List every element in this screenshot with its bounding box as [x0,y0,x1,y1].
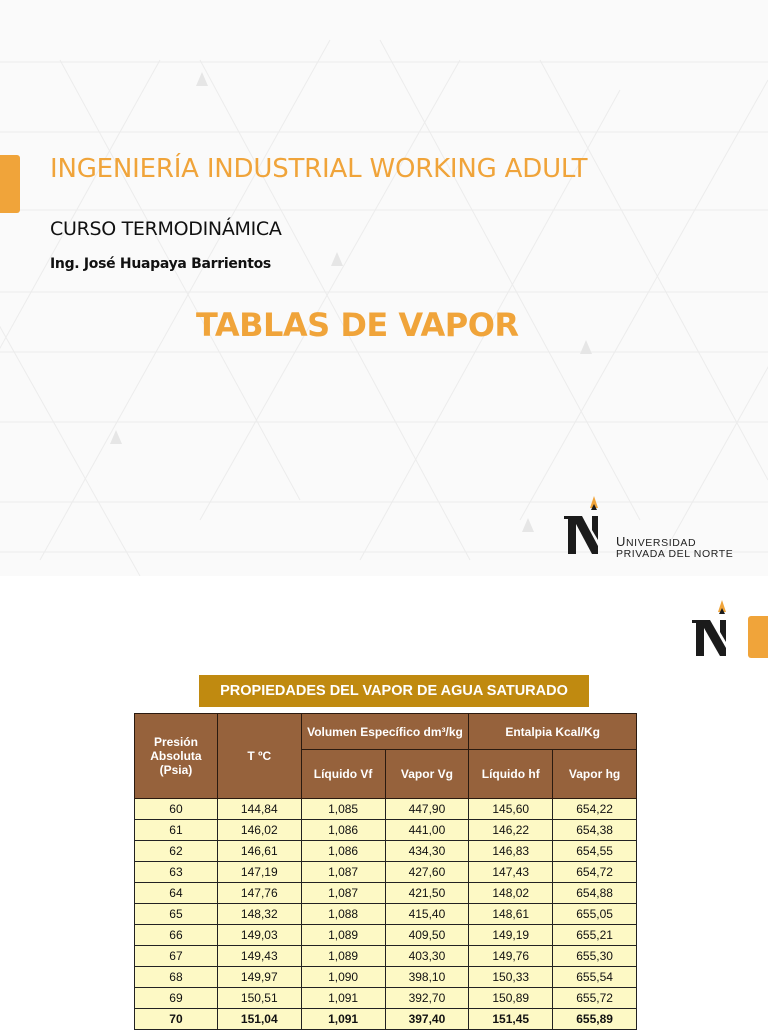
vapor-hg-cell: 655,72 [553,988,637,1009]
liquid-hf-cell: 150,33 [469,967,553,988]
vapor-hg-cell: 655,30 [553,946,637,967]
accent-bar [0,155,20,213]
header-vapor-vg: Vapor Vg [385,750,469,799]
table-body [135,799,637,1030]
liquid-hf-cell: 150,89 [469,988,553,1009]
temperature-cell: 149,03 [217,925,301,946]
table-row [135,820,637,841]
header-enthalpy: Entalpia Kcal/Kg [469,714,637,750]
vapor-vg-cell: 441,00 [385,820,469,841]
liquid-hf-cell: 148,02 [469,883,553,904]
table-row [135,862,637,883]
vapor-hg-cell: 655,89 [553,1009,637,1030]
table-caption: PROPIEDADES DEL VAPOR DE AGUA SATURADO [199,675,589,707]
table-row [135,988,637,1009]
temperature-cell: 149,97 [217,967,301,988]
header-vapor-hg: Vapor hg [553,750,637,799]
table-row [135,799,637,820]
liquid-vf-cell: 1,086 [301,820,385,841]
table-row [135,925,637,946]
vapor-hg-cell: 654,72 [553,862,637,883]
vapor-vg-cell: 415,40 [385,904,469,925]
vapor-vg-cell: 403,30 [385,946,469,967]
pressure-cell: 69 [135,988,218,1009]
liquid-vf-cell: 1,087 [301,883,385,904]
table-row [135,904,637,925]
vapor-hg-cell: 655,54 [553,967,637,988]
liquid-hf-cell: 145,60 [469,799,553,820]
accent-bar-right [748,616,768,658]
vapor-vg-cell: 427,60 [385,862,469,883]
pressure-cell: 66 [135,925,218,946]
vapor-hg-cell: 654,88 [553,883,637,904]
course-title: CURSO TERMODINÁMICA [50,218,282,240]
liquid-hf-cell: 146,83 [469,841,553,862]
liquid-vf-cell: 1,089 [301,925,385,946]
university-logo [560,494,760,564]
slide-title: TABLAS DE VAPOR [196,306,519,344]
vapor-vg-cell: 434,30 [385,841,469,862]
pressure-cell: 64 [135,883,218,904]
temperature-cell: 147,76 [217,883,301,904]
temperature-cell: 151,04 [217,1009,301,1030]
temperature-cell: 144,84 [217,799,301,820]
liquid-hf-cell: 146,22 [469,820,553,841]
pressure-cell: 70 [135,1009,218,1030]
upn-logo-small-icon [688,600,736,662]
liquid-vf-cell: 1,091 [301,988,385,1009]
header-temperature: T ºC [217,714,301,799]
vapor-hg-cell: 655,05 [553,904,637,925]
vapor-vg-cell: 392,70 [385,988,469,1009]
vapor-vg-cell: 447,90 [385,799,469,820]
pressure-cell: 62 [135,841,218,862]
logo-line-1: UNIVERSIDAD [616,534,697,549]
table-row-highlighted [135,1009,637,1030]
liquid-vf-cell: 1,089 [301,946,385,967]
table-row [135,883,637,904]
logo-wordmark [616,536,733,560]
upn-logo-icon [560,494,608,560]
pressure-cell: 63 [135,862,218,883]
temperature-cell: 149,43 [217,946,301,967]
logo-line-2: PRIVADA DEL NORTE [616,548,734,560]
vapor-hg-cell: 654,55 [553,841,637,862]
vapor-vg-cell: 409,50 [385,925,469,946]
liquid-hf-cell: 151,45 [469,1009,553,1030]
temperature-cell: 150,51 [217,988,301,1009]
pressure-cell: 65 [135,904,218,925]
temperature-cell: 147,19 [217,862,301,883]
table-row [135,946,637,967]
header-liquid-hf: Líquido hf [469,750,553,799]
table-row [135,841,637,862]
header-pressure: Presión Absoluta (Psia) [135,714,218,799]
liquid-hf-cell: 149,76 [469,946,553,967]
vapor-vg-cell: 397,40 [385,1009,469,1030]
liquid-vf-cell: 1,085 [301,799,385,820]
table-row [135,967,637,988]
pressure-cell: 61 [135,820,218,841]
instructor-name: Ing. José Huapaya Barrientos [50,256,271,272]
pressure-cell: 60 [135,799,218,820]
program-title: INGENIERÍA INDUSTRIAL WORKING ADULT [50,154,588,184]
header-liquid-vf: Líquido Vf [301,750,385,799]
liquid-vf-cell: 1,086 [301,841,385,862]
pressure-cell: 68 [135,967,218,988]
temperature-cell: 148,32 [217,904,301,925]
pressure-cell: 67 [135,946,218,967]
vapor-hg-cell: 654,38 [553,820,637,841]
liquid-vf-cell: 1,091 [301,1009,385,1030]
liquid-hf-cell: 149,19 [469,925,553,946]
steam-table [134,713,637,1030]
liquid-vf-cell: 1,090 [301,967,385,988]
liquid-hf-cell: 147,43 [469,862,553,883]
vapor-hg-cell: 655,21 [553,925,637,946]
vapor-vg-cell: 421,50 [385,883,469,904]
vapor-vg-cell: 398,10 [385,967,469,988]
vapor-hg-cell: 654,22 [553,799,637,820]
liquid-vf-cell: 1,087 [301,862,385,883]
temperature-cell: 146,61 [217,841,301,862]
header-specific-volume: Volumen Específico dm³/kg [301,714,469,750]
temperature-cell: 146,02 [217,820,301,841]
liquid-vf-cell: 1,088 [301,904,385,925]
liquid-hf-cell: 148,61 [469,904,553,925]
